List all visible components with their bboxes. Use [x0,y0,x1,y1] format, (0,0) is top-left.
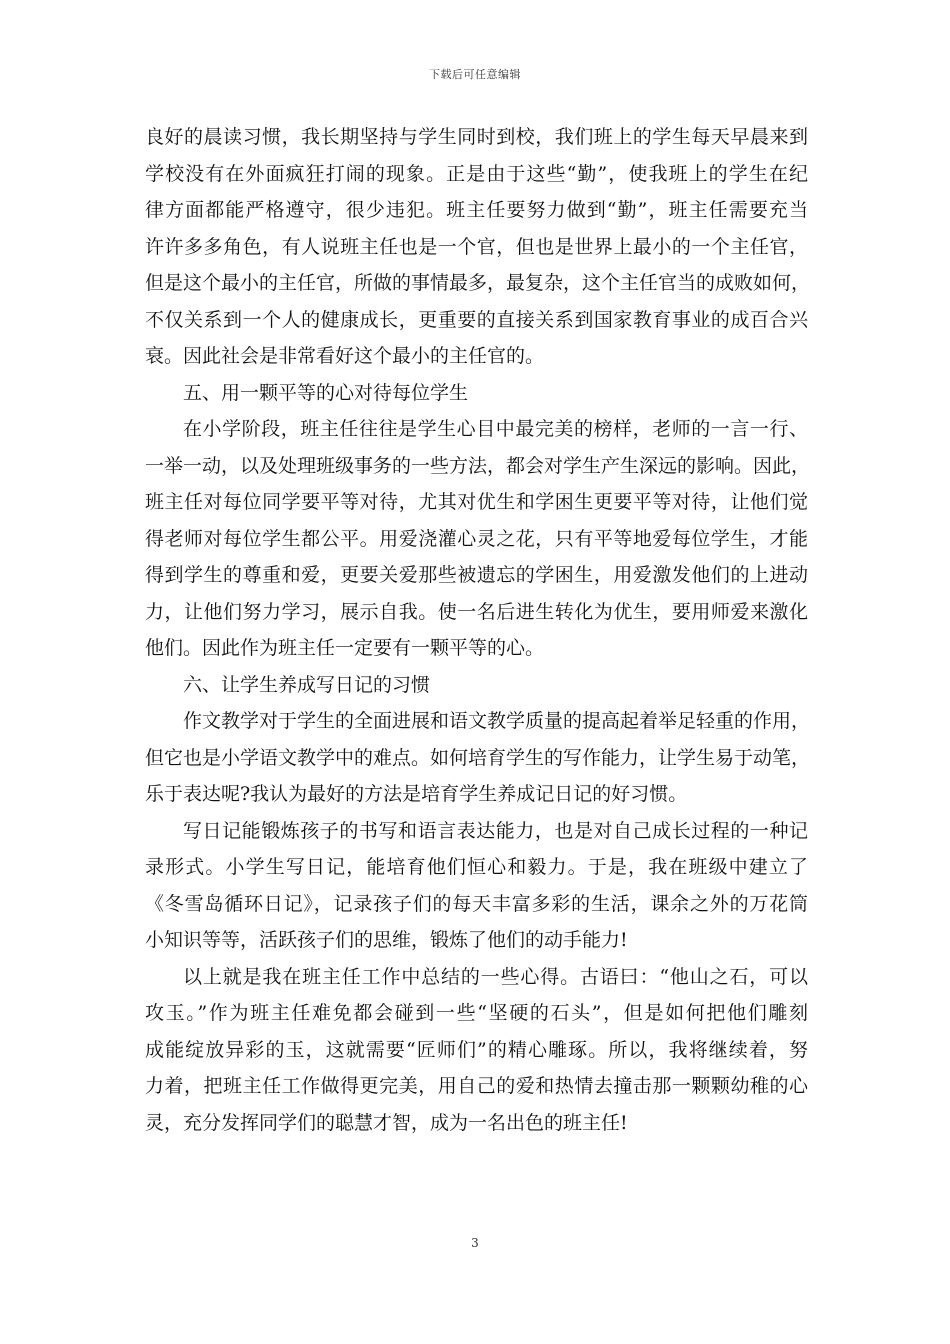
text-line: 他们。因此作为班主任一定要有一颗平等的心。 [145,637,545,659]
text-line: 律方面都能严格遵守，很少违犯。班主任要努力做到“勤”，班主任需要充当 [145,199,808,221]
text-line: 小知识等等，活跃孩子们的思维，锻炼了他们的动手能力! [145,929,628,951]
page-number: 3 [471,1236,479,1250]
text-line: 班主任对每位同学要平等对待，尤其对优生和学困生更要平等对待，让他们觉 [145,491,808,513]
text-line: 力，让他们努力学习，展示自我。使一名后进生转化为优生，要用师爱来激化 [145,600,808,623]
section-heading-6 [145,667,808,704]
text-line: 成能绽放异彩的玉，这就需要“匠师们”的精心雕琢。所以，我将继续着，努 [145,1038,808,1061]
text-line: 不仅关系到一个人的健康成长，更重要的直接关系到国家教育事业的成百合兴 [145,308,808,331]
paragraph-equality [145,411,811,667]
text-line: 得老师对每位学生都公平。用爱浇灌心灵之花，只有平等地爱每位学生，才能 [145,527,808,550]
text-line: 许许多多角色，有人说班主任也是一个官，但也是世界上最小的一个主任官， [145,235,808,258]
text-line: 乐于表达呢?我认为最好的方法是培育学生养成记日记的好习惯。 [145,783,688,805]
page-header: 下载后可任意编辑 [429,68,521,81]
text-line: 录形式。小学生写日记，能培育他们恒心和毅力。于是，我在班级中建立了 [145,856,808,878]
text-line: 得到学生的尊重和爱，更要关爱那些被遗忘的学困生，用爱激发他们的上进动 [145,564,808,586]
document-body [145,119,811,1141]
text-line: 学校没有在外面疯狂打闹的现象。正是由于这些“勤”，使我班上的学生在纪 [145,162,808,185]
paragraph-conclusion [145,959,808,1142]
section-heading-5 [145,375,808,412]
heading-text: 五、用一颗平等的心对待每位学生 [183,381,469,404]
text-line: 力着，把班主任工作做得更完美，用自己的爱和热情去撞击那一颗颗幼稚的心 [145,1075,808,1097]
text-line: 《冬雪岛循环日记》，记录孩子们的每天丰富多彩的生活，课余之外的万花筒 [145,892,808,915]
text-line: 攻玉。”作为班主任难免都会碰到一些“坚硬的石头”，但是如何把他们雕刻 [145,1002,808,1024]
text-line: 写日记能锻炼孩子的书写和语言表达能力，也是对自己成长过程的一种记 [183,819,808,842]
text-line: 衰。因此社会是非常看好这个最小的主任官的。 [145,345,545,367]
text-line: 良好的晨读习惯，我长期坚持与学生同时到校，我们班上的学生每天早晨来到 [145,126,808,148]
paragraph-diary [145,813,808,959]
paragraph-composition [145,703,811,813]
text-line: 但它也是小学语文教学中的难点。如何培育学生的写作能力，让学生易于动笔， [145,746,811,769]
text-line: 在小学阶段，班主任往往是学生心目中最完美的榜样，老师的一言一行、 [183,418,808,440]
heading-text: 六、让学生养成写日记的习惯 [183,673,431,696]
paragraph-continuation [145,119,811,375]
text-line: 但是这个最小的主任官，所做的事情最多，最复杂，这个主任官当的成败如何， [145,272,811,294]
text-line: 以上就是我在班主任工作中总结的一些心得。古语曰：“他山之石，可以 [183,965,808,988]
text-line: 灵，充分发挥同学们的聪慧才智，成为一名出色的班主任! [145,1111,628,1134]
text-line: 一举一动，以及处理班级事务的一些方法，都会对学生产生深远的影响。因此， [145,454,811,477]
text-line: 作文教学对于学生的全面进展和语文教学质量的提高起着举足轻重的作用， [183,710,811,732]
